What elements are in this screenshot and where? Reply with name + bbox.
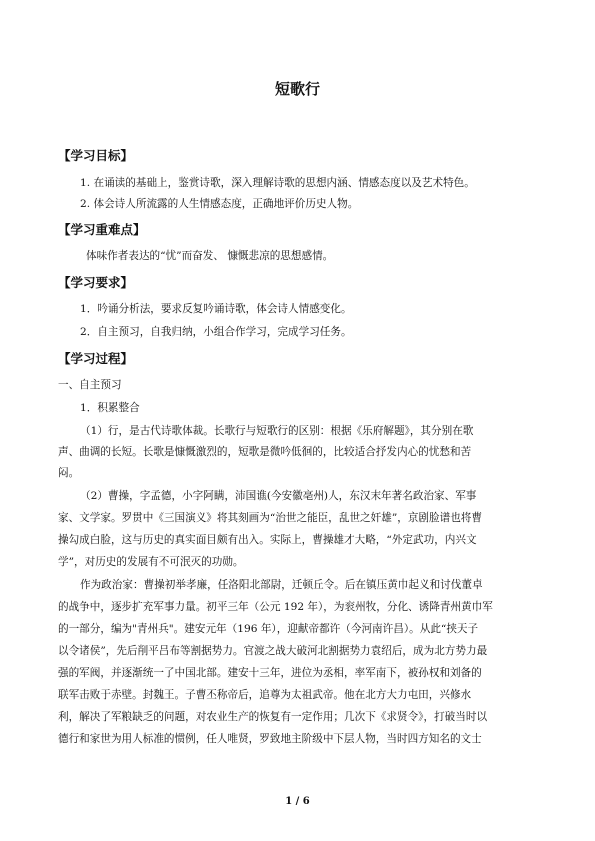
- process-line: （2）曹操，字孟德，小字阿瞒，沛国谯(今安徽亳州)人，东汉末年著名政治家、军事: [80, 490, 477, 502]
- process-line: 联军击败于赤壁。封魏王。子曹丕称帝后，追尊为太祖武帝。他在北方大力屯田，兴修水: [58, 689, 472, 701]
- process-line: 以令诸侯”，先后削平吕布等割据势力。官渡之战大破河北割据势力袁绍后，成为北方势力最: [58, 645, 488, 657]
- process-line: 利，解决了军粮缺乏的问题，对农业生产的恢复有一定作用；几次下《求贤令》，打破当时以: [58, 711, 488, 723]
- process-line: 声、曲调的长短。长歌是慷慨激烈的，短歌是微吟低徊的，比较适合抒发内心的忧愁和苦: [58, 446, 472, 458]
- section-heading-requirements: 【学习要求】: [58, 275, 134, 290]
- requirement-item: 1．吟诵分析法，要求反复吟诵诗歌，体会诗人情感变化。: [80, 303, 352, 315]
- page-title: 短歌行: [274, 80, 320, 98]
- process-line: 作为政治家：曹操初举孝廉，任洛阳北部尉，迁顿丘令。后在镇压黄巾起义和讨伐董卓: [80, 579, 483, 591]
- requirement-item: 2．自主预习，自我归纳，小组合作学习，完成学习任务。: [80, 326, 352, 338]
- process-line: 操勾成白脸，这与历史的真实面目颇有出入。实际上，曹操雄才大略，“外定武功，内兴文: [58, 534, 477, 546]
- process-line: 1．积累整合: [80, 402, 140, 414]
- process-line: （1）行，是古代诗歌体裁。长歌行与短歌行的区别：根据《乐府解题》，其分别在歌: [80, 425, 474, 437]
- process-line: 强的军阀，并逐渐统一了中国北部。建安十三年，进位为丞相，率军南下，被孙权和刘备的: [58, 667, 482, 679]
- process-line: 家、文学家。罗贯中《三国演义》将其刻画为“治世之能臣，乱世之奸雄”，京剧脸谱也将曹: [58, 512, 482, 524]
- process-line: 德行和家世为用人标准的惯例，任人唯贤，罗致地主阶级中下层人物，当时四方知名的文士: [58, 733, 482, 745]
- process-line: 学”，对历史的发展有不可泯灭的功勋。: [58, 556, 244, 568]
- goal-item: 1. 在诵读的基础上，鉴赏诗歌，深入理解诗歌的思想内涵、情感态度以及艺术特色。: [80, 177, 475, 189]
- process-line: 闷。: [58, 467, 80, 479]
- key-point-item: 体味作者表达的“忧”而奋发、 慷慨悲凉的思想感情。: [86, 250, 334, 262]
- process-line: 的一部分，编为"青州兵"。建安元年（196 年），迎献帝都许（今河南许昌）。从此“挟天子: [58, 623, 479, 635]
- process-line: 的战争中，逐步扩充军事力量。初平三年（公元 192 年），为衮州牧，分化、诱降青州黄巾军: [58, 601, 493, 613]
- page-number: 1 / 6: [285, 796, 310, 807]
- section-heading-key-points: 【学习重难点】: [58, 222, 146, 237]
- section-heading-process: 【学习过程】: [58, 351, 134, 366]
- section-heading-goals: 【学习目标】: [58, 148, 134, 163]
- process-line: 一、自主预习: [58, 379, 122, 391]
- goal-item: 2. 体会诗人所流露的人生情感态度，正确地评价历史人物。: [80, 198, 359, 210]
